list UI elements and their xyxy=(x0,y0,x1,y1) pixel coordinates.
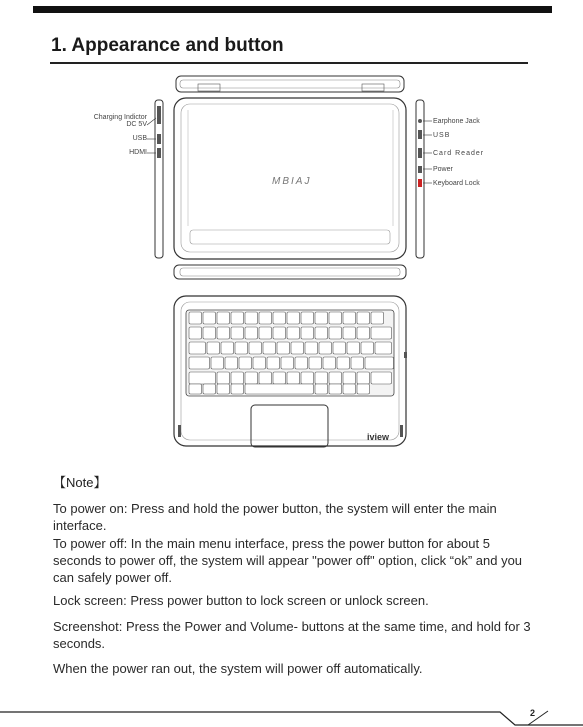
keyboard-key xyxy=(221,342,234,354)
keyboard-key xyxy=(343,384,356,394)
note-screenshot: Screenshot: Press the Power and Volume- buttons at the same time, and hold for 3 seconds. xyxy=(53,619,531,651)
keyboard-key xyxy=(301,372,314,384)
keyboard-key xyxy=(329,372,342,384)
keyboard-key xyxy=(239,357,252,369)
keyboard-key xyxy=(343,312,356,324)
label-hdmi: HDMI xyxy=(129,149,147,156)
section-title: 1. Appearance and button xyxy=(51,35,284,56)
keyboard-key xyxy=(231,384,244,394)
keyboard-key xyxy=(291,342,304,354)
keyboard-key xyxy=(189,312,202,324)
keyboard-key xyxy=(249,342,262,354)
keyboard-key xyxy=(189,342,206,354)
keyboard-key xyxy=(231,327,244,339)
keyboard-key xyxy=(217,372,230,384)
keyboard-key xyxy=(351,357,364,369)
keyboard-key xyxy=(211,357,224,369)
keyboard-key xyxy=(301,327,314,339)
keyboard-key xyxy=(231,312,244,324)
keyboard-key xyxy=(343,327,356,339)
keyboard-key xyxy=(315,372,328,384)
keyboard-key xyxy=(259,372,272,384)
keyboard-key xyxy=(375,342,392,354)
keyboard-key xyxy=(333,342,346,354)
keyboard-key xyxy=(295,357,308,369)
keyboard-key xyxy=(259,312,272,324)
label-earphone-jack: Earphone Jack xyxy=(433,118,480,125)
keyboard-key xyxy=(273,327,286,339)
keyboard-key xyxy=(217,327,230,339)
keyboard-key xyxy=(231,372,244,384)
keyboard-key xyxy=(253,357,266,369)
keyboard-key xyxy=(319,342,332,354)
keyboard-key xyxy=(207,342,220,354)
keyboard-key xyxy=(245,372,258,384)
footer-rule xyxy=(0,697,583,727)
keyboard-key xyxy=(329,384,342,394)
keyboard-key xyxy=(189,357,210,369)
keyboard-key xyxy=(273,312,286,324)
label-keyboard-lock: Keyboard Lock xyxy=(433,180,480,187)
keyboard-key xyxy=(309,357,322,369)
keyboard-key xyxy=(235,342,248,354)
keyboard-key xyxy=(203,384,216,394)
label-card-reader: Card Reader xyxy=(433,150,485,157)
keyboard-key xyxy=(287,372,300,384)
label-power: Power xyxy=(433,166,453,173)
keyboard-key xyxy=(203,327,216,339)
keyboard-key xyxy=(203,312,216,324)
keyboard-key xyxy=(287,312,300,324)
keyboard-key xyxy=(281,357,294,369)
keyboard-key xyxy=(347,342,360,354)
keyboard-key xyxy=(245,327,258,339)
keyboard-key xyxy=(301,312,314,324)
keyboard-key xyxy=(189,327,202,339)
keyboard-key xyxy=(189,384,202,394)
keyboard-key xyxy=(371,327,392,339)
label-usb-right: USB xyxy=(433,132,451,139)
keyboard-key xyxy=(357,372,370,384)
keyboard-key xyxy=(357,312,370,324)
label-dc-5v: DC 5V xyxy=(126,121,147,128)
keyboard-brand-logo: iview xyxy=(367,432,390,442)
keyboard-key xyxy=(277,342,290,354)
keyboard-key xyxy=(245,384,314,394)
keyboard-key xyxy=(305,342,318,354)
keyboard-key xyxy=(357,327,370,339)
keyboard-key xyxy=(217,312,230,324)
note-power-ran-out: When the power ran out, the system will power off automatically. xyxy=(53,661,423,676)
note-power-off: To power off: In the main menu interface, press the power button for about 5 seconds to power off, the system will appear "power off" option, click “ok” and you can safely power off. xyxy=(53,536,523,585)
label-usb-left: USB xyxy=(132,135,147,142)
keyboard-key xyxy=(337,357,350,369)
keyboard-key xyxy=(273,372,286,384)
keyboard-key xyxy=(329,327,342,339)
keyboard-key xyxy=(315,384,328,394)
keyboard-key xyxy=(343,372,356,384)
keyboard-key xyxy=(263,342,276,354)
keyboard-key xyxy=(371,312,384,324)
keyboard-key xyxy=(371,372,392,384)
keyboard-key xyxy=(361,342,374,354)
keyboard-key xyxy=(323,357,336,369)
keyboard-key xyxy=(189,372,216,384)
label-charging-indicator: Charging Indictor xyxy=(93,114,147,121)
keyboard-key xyxy=(287,327,300,339)
keyboard-key xyxy=(315,312,328,324)
note-heading: 【Note】 xyxy=(53,475,107,490)
keyboard-illustration xyxy=(0,290,583,460)
note-power-on: To power on: Press and hold the power button, the system will enter the main interface. xyxy=(53,501,497,533)
device-logo: MBIAJ xyxy=(272,176,312,187)
keyboard-key xyxy=(365,357,394,369)
keyboard-key xyxy=(245,312,258,324)
keyboard-key xyxy=(225,357,238,369)
keyboard-key xyxy=(267,357,280,369)
keyboard-key xyxy=(315,327,328,339)
keyboard-key xyxy=(357,384,370,394)
note-lock-screen: Lock screen: Press power button to lock screen or unlock screen. xyxy=(53,593,429,608)
page-number: 2 xyxy=(530,708,536,718)
keyboard-key xyxy=(217,384,230,394)
keyboard-key xyxy=(329,312,342,324)
keyboard-key xyxy=(259,327,272,339)
